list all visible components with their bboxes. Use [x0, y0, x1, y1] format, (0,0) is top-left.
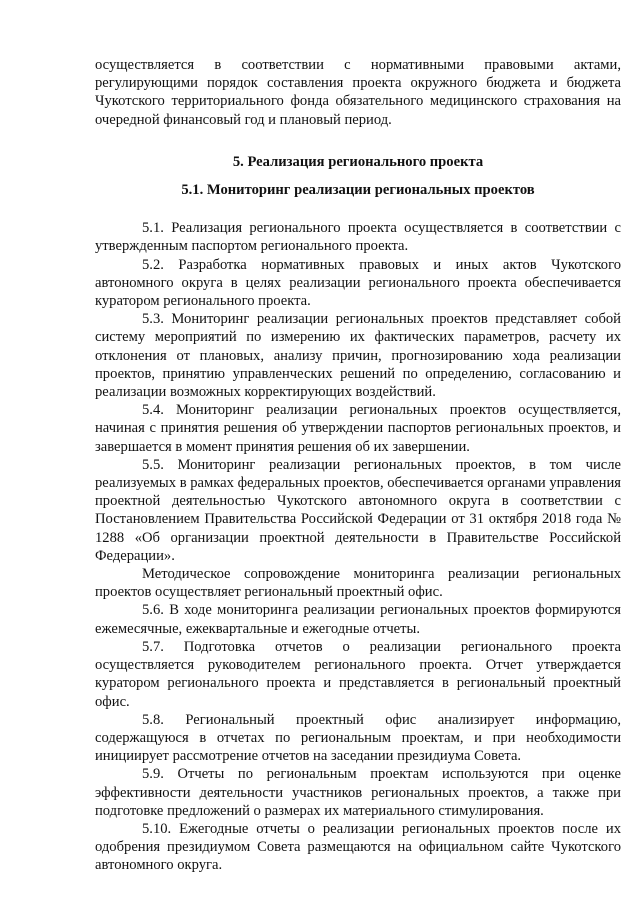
paragraph-5-3: 5.3. Мониторинг реализации региональных проектов представляет собой систему мероприятий по измерению их фактических параметров, расчету их отклонения от плановых, анализу причин, прогнозированию хода реализации проектов, принятию управленческих решений по определению, согласованию и реализации возможных корректирующих воздействий. — [95, 311, 621, 401]
paragraph-5-5: 5.5. Мониторинг реализации региональных проектов, в том числе реализуемых в рамках федеральных проектов, обеспечивается органами управления проектной деятельностью Чукотского автономного округа в соответствии с Постановлением Правительства Российской Федерации от 31 октября 2018 года № 1288 «Об организации проектной деятельности в Правительстве Российской Федерации». — [95, 456, 621, 564]
section-title: 5. Реализация регионального проекта — [232, 153, 484, 170]
paragraph-5-7: 5.7. Подготовка отчетов о реализации регионального проекта осуществляется руководителем регионального проекта. Отчет утверждается куратором регионального проекта и представляется в региональный проектный офис. — [95, 638, 621, 710]
subsection-title: 5.1. Мониторинг реализации региональных проектов — [181, 182, 535, 199]
paragraph-5-9: 5.9. Отчеты по региональным проектам используются при оценке эффективности деятельности участников региональных проектов, а также при подготовке предложений о размерах их материального стимулирования. — [95, 766, 621, 819]
paragraph-5-8: 5.8. Региональный проектный офис анализирует информацию, содержащуюся в отчетах по региональным проектам, и при необходимости инициирует рассмотрение отчетов на заседании президиума Совета. — [95, 711, 621, 765]
paragraph-methodical-support: Методическое сопровождение мониторинга реализации региональных проектов осуществляет региональный проектный офис. — [95, 566, 621, 601]
paragraph-5-2: 5.2. Разработка нормативных правовых и иных актов Чукотского автономного округа в целях реализации регионального проекта обеспечивается куратором регионального проекта. — [95, 256, 621, 310]
paragraph-5-6: 5.6. В ходе мониторинга реализации региональных проектов формируются ежемесячные, ежеквартальные и ежегодные отчеты. — [95, 602, 621, 637]
paragraph-5-1: 5.1. Реализация регионального проекта осуществляется в соответствии с утвержденным паспортом регионального проекта. — [95, 220, 621, 255]
document-page — [95, 56, 621, 875]
paragraph-5-10: 5.10. Ежегодные отчеты о реализации региональных проектов после их одобрения президиумом Совета размещаются на официальном сайте Чукотского автономного округа. — [95, 820, 621, 874]
intro-paragraph: осуществляется в соответствии с нормативными правовыми актами, регулирующими порядок составления проекта окружного бюджета и бюджета Чукотского территориального фонда обязательного медицинского страхования на очередной финансовый год и плановый период. — [95, 57, 621, 128]
paragraph-5-4: 5.4. Мониторинг реализации региональных проектов осуществляется, начиная с принятия решения об утверждении паспортов региональных проектов, и завершается в момент принятия решения об их завершении. — [95, 402, 621, 455]
